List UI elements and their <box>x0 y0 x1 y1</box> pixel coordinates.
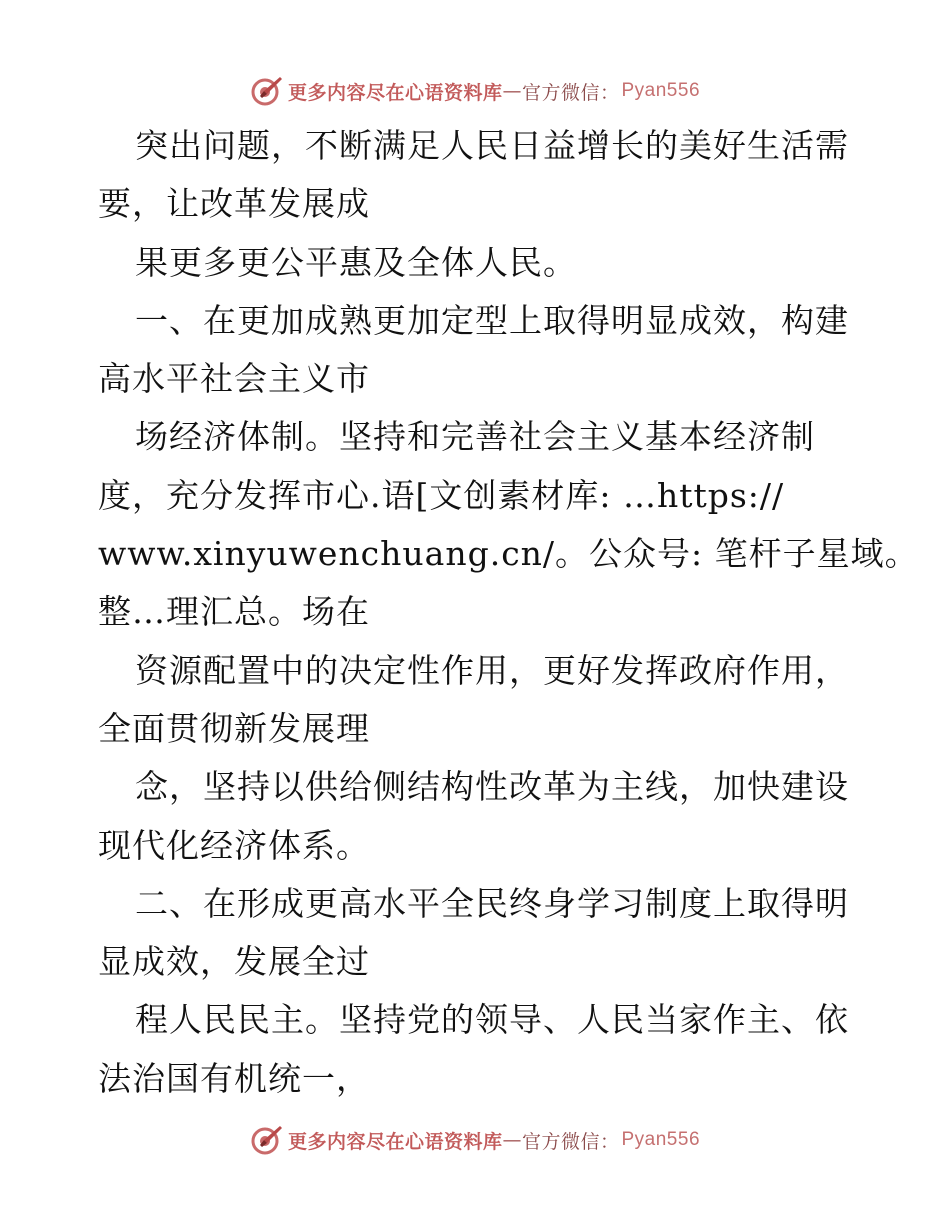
text-line: 法治国有机统一， <box>98 1058 370 1098</box>
text-line: 资源配置中的决定性作用，更好发挥政府作用， <box>135 650 849 690</box>
text-line: 整…理汇总。场在 <box>98 592 370 632</box>
header-wechat-label: 官方微信： <box>521 81 620 104</box>
footer-dash: — <box>502 1129 522 1151</box>
footer-wechat-id: Pyan556 <box>621 1129 701 1150</box>
text-line: 高水平社会主义市 <box>98 359 370 399</box>
header-wechat-id: Pyan556 <box>621 80 701 101</box>
text-line: 一、在更加成熟更加定型上取得明显成效，构建 <box>135 300 849 340</box>
text-line: 全面贯彻新发展理 <box>98 708 370 748</box>
text-line: www.xinyuwenchuang.cn/。公众号: 笔杆子星域。 <box>98 534 919 574</box>
body-text <box>98 117 919 1108</box>
text-line: 程人民民主。坚持党的领导、人民当家作主、依 <box>135 1000 849 1040</box>
header-banner <box>0 71 950 111</box>
header-dash: — <box>502 80 522 102</box>
text-line: 果更多更公平惠及全体人民。 <box>135 242 577 282</box>
footer-banner <box>0 1120 950 1160</box>
text-line: 要，让改革发展成 <box>98 184 370 224</box>
text-line: 突出问题，不断满足人民日益增长的美好生活需 <box>135 126 849 165</box>
footer-wechat-label: 官方微信： <box>521 1130 620 1153</box>
text-line: 二、在形成更高水平全民终身学习制度上取得明 <box>135 883 849 923</box>
text-line: 度，充分发挥市心.语[文创素材库: …https:// <box>98 475 785 515</box>
brush-logo-icon <box>250 1123 284 1157</box>
text-line: 现代化经济体系。 <box>98 825 370 865</box>
text-line: 场经济体制。坚持和完善社会主义基本经济制 <box>135 417 815 457</box>
text-line: 念，坚持以供给侧结构性改革为主线，加快建设 <box>135 767 849 807</box>
footer-slogan: 更多内容尽在心语资料库 <box>287 1130 503 1153</box>
brush-logo-icon <box>250 74 284 108</box>
text-line: 显成效，发展全过 <box>98 942 370 982</box>
header-slogan: 更多内容尽在心语资料库 <box>287 81 503 104</box>
